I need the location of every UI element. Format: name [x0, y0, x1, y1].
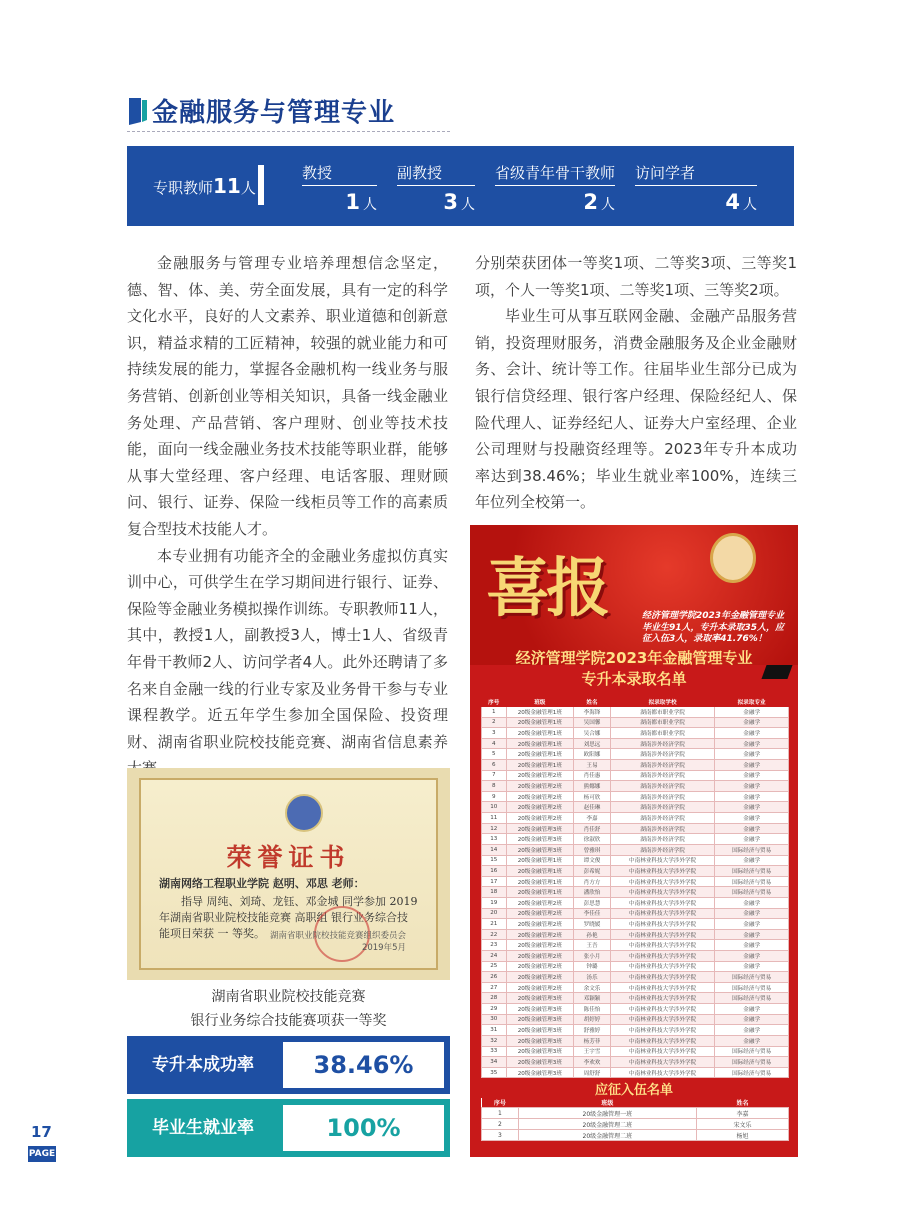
table-cell: 9 — [482, 791, 507, 802]
table-cell: 20级金融管理1班 — [506, 717, 574, 728]
page-tag: PAGE — [28, 1146, 56, 1162]
table-cell: 宋文乐 — [696, 1119, 788, 1130]
table-row — [482, 961, 789, 972]
table-cell: 20级金融管理3班 — [506, 823, 574, 834]
table-cell: 杨旭 — [696, 1130, 788, 1141]
faculty-total-label: 专职教师 — [153, 179, 214, 197]
table-cell: 湖南都市职业学院 — [610, 707, 714, 718]
table-cell: 国际经济与贸易 — [715, 982, 789, 993]
table-row — [482, 781, 789, 792]
table-cell: 20级金融管理1班 — [506, 887, 574, 898]
graduation-cap-icon — [761, 665, 792, 679]
title-divider — [127, 131, 450, 132]
table-cell: 吴国馨 — [574, 717, 611, 728]
stat-unit: 人 — [363, 197, 377, 213]
table-cell: 20级金融管理3班 — [506, 1025, 574, 1036]
table-cell: 国际经济与贸易 — [715, 887, 789, 898]
enlistment-table — [481, 1098, 789, 1141]
page-number: 17 — [31, 1123, 52, 1141]
table-cell: 中南林业科技大学涉外学院 — [610, 961, 714, 972]
table-cell: 中南林业科技大学涉外学院 — [610, 1035, 714, 1046]
table-cell: 20级金融管理3班 — [506, 1014, 574, 1025]
certificate-addressee: 湖南网络工程职业学院 赵明、邓思 老师： — [159, 877, 365, 890]
table-cell: 金融学 — [715, 940, 789, 951]
table-cell: 湖南涉外经济学院 — [610, 760, 714, 771]
table-cell: 20级金融管理2班 — [506, 940, 574, 951]
stat-label: 副教授 — [397, 162, 475, 186]
table-cell: 20级金融管理1班 — [506, 760, 574, 771]
table-cell: 金融学 — [715, 823, 789, 834]
table-cell: 中南林业科技大学涉外学院 — [610, 876, 714, 887]
table-cell: 24 — [482, 951, 507, 962]
table-cell: 6 — [482, 760, 507, 771]
table-cell: 20级金融管理2班 — [506, 770, 574, 781]
table-cell: 20级金融管理1班 — [506, 728, 574, 739]
table-row — [482, 717, 789, 728]
table-cell: 刘思远 — [574, 738, 611, 749]
table-row — [482, 770, 789, 781]
table-cell: 中南林业科技大学涉外学院 — [610, 951, 714, 962]
stat-young-teacher — [495, 162, 615, 214]
stat-num: 4 — [725, 190, 740, 214]
table-header: 姓名 — [696, 1098, 788, 1108]
poster-title: 经济管理学院2023年金融管理专业 — [515, 649, 753, 667]
table-row — [482, 1046, 789, 1057]
stat-num: 1 — [345, 190, 360, 214]
table-cell: 金融学 — [715, 855, 789, 866]
table-cell: 中南林业科技大学涉外学院 — [610, 855, 714, 866]
table-cell: 金融学 — [715, 813, 789, 824]
table-cell: 中南林业科技大学涉外学院 — [610, 897, 714, 908]
table-cell: 金融学 — [715, 1004, 789, 1015]
table-cell: 金融学 — [715, 1014, 789, 1025]
announcement-poster — [470, 525, 798, 1157]
stat-associate-professor — [397, 162, 475, 214]
table-cell: 20级金融管理一班 — [518, 1108, 696, 1119]
table-cell: 金融学 — [715, 908, 789, 919]
table-row — [482, 1108, 789, 1119]
table-cell: 湖南都市职业学院 — [610, 717, 714, 728]
table-cell: 20级金融管理2班 — [506, 951, 574, 962]
table-cell: 金融学 — [715, 707, 789, 718]
table-cell: 20级金融管理2班 — [506, 908, 574, 919]
table-row — [482, 887, 789, 898]
table-cell: 金融学 — [715, 834, 789, 845]
paragraph: 本专业拥有功能齐全的金融业务虚拟仿真实训中心，可供学生在学习期间进行银行、证券、保险等金融业务模拟操作训练。专职教师11人，其中，教授1人，副教授3人，博士1人、省级青年骨干教师2人、访问学者4人。此外还聘请了多名来自金融一线的行业专家及业务骨干参与专业课程教学。近五年学生参加全国保险、投资理财、湖南省职业院校技能竞赛、湖南省信息素养 — [127, 546, 448, 751]
table-header: 拟录取学校 — [610, 697, 714, 707]
table-row — [482, 866, 789, 877]
table-cell: 19 — [482, 897, 507, 908]
table-cell: 彭思慧 — [574, 897, 611, 908]
table-cell: 2 — [482, 717, 507, 728]
table-cell: 孙艳 — [574, 929, 611, 940]
table-cell: 30 — [482, 1014, 507, 1025]
stat-box-value: 38.46% — [283, 1042, 444, 1088]
table-cell: 25 — [482, 961, 507, 972]
table-row — [482, 707, 789, 718]
table-cell: 中南林业科技大学涉外学院 — [610, 919, 714, 930]
table-cell: 彭希妮 — [574, 866, 611, 877]
page-title: 金融服务与管理专业 — [152, 98, 396, 128]
table-cell: 中南林业科技大学涉外学院 — [610, 1025, 714, 1036]
table-cell: 吴合娜 — [574, 728, 611, 739]
certificate-caption-line2: 银行业务综合技能赛项获一等奖 — [190, 1013, 387, 1029]
table-cell: 20级金融管理二班 — [518, 1119, 696, 1130]
paragraph: 毕业生可从事互联网金融、金融产品服务营销，投资理财服务，消费金融服务及企业金融财务、会计、统计等工作。往届毕业生部分已成为银行信贷经理、银行客户经理、保险经纪人、保险代理人、证券经纪人、证券大户室经理、企业公司理财与投融资经理等。2023年专升本成功率达到38.46%；毕业生就业率100%，连续三年位列全校第一。 — [475, 307, 797, 512]
table-cell: 21 — [482, 919, 507, 930]
table-cell: 湖南涉外经济学院 — [610, 791, 714, 802]
table-row — [482, 972, 789, 983]
table-row — [482, 749, 789, 760]
stat-box-label: 专升本成功率 — [152, 1055, 254, 1075]
table-cell: 国际经济与贸易 — [715, 1067, 789, 1078]
table-cell: 中南林业科技大学涉外学院 — [610, 1057, 714, 1068]
faculty-total — [153, 174, 256, 198]
stat-unit: 人 — [601, 197, 615, 213]
table-cell: 李海锋 — [574, 707, 611, 718]
table-cell: 20级金融管理2班 — [506, 802, 574, 813]
table-cell: 肖佳惠 — [574, 770, 611, 781]
table-cell: 金融学 — [715, 717, 789, 728]
table-cell: 20级金融管理3班 — [506, 1067, 574, 1078]
table-cell: 3 — [482, 1130, 519, 1141]
table-cell: 国际经济与贸易 — [715, 844, 789, 855]
table-cell: 中南林业科技大学涉外学院 — [610, 940, 714, 951]
table-row — [482, 855, 789, 866]
table-header: 姓名 — [574, 697, 611, 707]
table-row — [482, 1025, 789, 1036]
table-cell: 金融学 — [715, 781, 789, 792]
table-cell: 35 — [482, 1067, 507, 1078]
stat-visiting-scholar — [635, 162, 757, 214]
table-cell: 7 — [482, 770, 507, 781]
table-cell: 20级金融管理3班 — [506, 1035, 574, 1046]
issuer-name: 湖南省职业院校技能竞赛组织委员会 — [269, 931, 406, 941]
table-cell: 中南林业科技大学涉外学院 — [610, 993, 714, 1004]
table-cell: 国际经济与贸易 — [715, 972, 789, 983]
table-cell: 杨芳菲 — [574, 1035, 611, 1046]
paragraph: 金融服务与管理专业培养理想信念坚定，德、智、体、美、劳全面发展，具有一定的科学文化水平，良好的人文素养、职业道德和创新意识，精益求精的工匠精神，较强的就业能力和可持续发展的能力，掌握各金融机构一线业务与服务营销、创新创业等相关知识，具备一线金融业务处理、产品营销、客户理财、创业等技术技能，面向一线金融业务技术技能等职业群，能够从事大堂经理、客户经理、电话客服、理财顾问、银行、证券、保险一线柜员等工作的高素质复合型技术技能人才。 — [127, 254, 448, 538]
table-cell: 4 — [482, 738, 507, 749]
table-cell: 1 — [482, 1108, 519, 1119]
table-cell: 20级金融管理2班 — [506, 897, 574, 908]
table-row — [482, 834, 789, 845]
table-row — [482, 1014, 789, 1025]
admission-table — [481, 696, 789, 1078]
table-cell: 李嘉 — [696, 1108, 788, 1119]
certificate-issuer — [270, 930, 406, 954]
table-cell: 中南林业科技大学涉外学院 — [610, 929, 714, 940]
drum-icon — [710, 533, 756, 583]
table-cell: 23 — [482, 940, 507, 951]
table-cell: 赵佳琳 — [574, 802, 611, 813]
table-cell: 湖南涉外经济学院 — [610, 834, 714, 845]
table-cell: 湖南涉外经济学院 — [610, 781, 714, 792]
faculty-banner — [127, 146, 794, 226]
table-cell: 周舒舒 — [574, 1067, 611, 1078]
stat-label: 省级青年骨干教师 — [495, 162, 615, 186]
table-header: 序号 — [482, 1098, 519, 1108]
table-cell: 20级金融管理2班 — [506, 972, 574, 983]
poster-note: 经济管理学院2023年金融管理专业毕业生91人，专升本录取35人，应征入伍3人，录取率41.76%！ — [642, 611, 785, 644]
table-cell: 湖南涉外经济学院 — [610, 813, 714, 824]
body-right-column — [475, 250, 797, 516]
table-cell: 湖南涉外经济学院 — [610, 749, 714, 760]
table-cell: 20级金融管理3班 — [506, 1046, 574, 1057]
table-cell: 肖方方 — [574, 876, 611, 887]
table-cell: 29 — [482, 1004, 507, 1015]
table-cell: 王宇雪 — [574, 1046, 611, 1057]
table-cell: 湖南涉外经济学院 — [610, 770, 714, 781]
table-cell: 20级金融管理2班 — [506, 791, 574, 802]
enlistment-title: 应征入伍名单 — [594, 1083, 673, 1098]
certificate-body: 指导 周纯、刘琦、龙钰、邓金城 同学参加 2019 年湖南省职业院校技能竞赛 高职组 银行业务综合技能项目荣获 一 等奖。 — [159, 895, 418, 940]
table-row — [482, 791, 789, 802]
table-cell: 中南林业科技大学涉外学院 — [610, 1004, 714, 1015]
table-cell: 金融学 — [715, 929, 789, 940]
table-cell: 中南林业科技大学涉外学院 — [610, 1046, 714, 1057]
table-row — [482, 1004, 789, 1015]
stat-label: 教授 — [302, 162, 377, 186]
table-cell: 金融学 — [715, 897, 789, 908]
table-cell: 国际经济与贸易 — [715, 1046, 789, 1057]
table-header: 班级 — [506, 697, 574, 707]
emblem-icon — [285, 794, 323, 832]
table-row — [482, 908, 789, 919]
stat-box-label: 毕业生就业率 — [152, 1118, 254, 1138]
table-row — [482, 728, 789, 739]
table-cell: 中南林业科技大学涉外学院 — [610, 908, 714, 919]
table-cell: 中南林业科技大学涉外学院 — [610, 972, 714, 983]
table-header: 拟录取专业 — [715, 697, 789, 707]
table-cell: 王易 — [574, 760, 611, 771]
table-cell: 27 — [482, 982, 507, 993]
table-cell: 13 — [482, 834, 507, 845]
table-cell: 欧阳娜 — [574, 749, 611, 760]
table-cell: 金融学 — [715, 961, 789, 972]
table-cell: 20级金融管理2班 — [506, 961, 574, 972]
table-cell: 20级金融管理3班 — [506, 993, 574, 1004]
table-cell: 20 — [482, 908, 507, 919]
table-row — [482, 802, 789, 813]
table-cell: 14 — [482, 844, 507, 855]
table-cell: 舒雅婷 — [574, 1025, 611, 1036]
table-cell: 金融学 — [715, 760, 789, 771]
faculty-total-num: 11 — [213, 174, 241, 198]
table-cell: 1 — [482, 707, 507, 718]
table-row — [482, 982, 789, 993]
table-cell: 20级金融管理2班 — [506, 982, 574, 993]
table-cell: 20级金融管理3班 — [506, 1057, 574, 1068]
table-cell: 金融学 — [715, 1035, 789, 1046]
certificate-title: 荣誉证书 — [226, 843, 351, 872]
table-row — [482, 1035, 789, 1046]
table-row — [482, 813, 789, 824]
table-cell: 16 — [482, 866, 507, 877]
table-cell: 20级金融管理1班 — [506, 876, 574, 887]
table-cell: 金融学 — [715, 802, 789, 813]
poster-subtitle: 专升本录取名单 — [581, 670, 687, 688]
table-row — [482, 760, 789, 771]
table-cell: 20级金融管理1班 — [506, 707, 574, 718]
table-cell: 8 — [482, 781, 507, 792]
table-row — [482, 929, 789, 940]
certificate-photo — [127, 768, 450, 980]
table-cell: 11 — [482, 813, 507, 824]
table-cell: 陈佳怡 — [574, 1004, 611, 1015]
table-cell: 金融学 — [715, 749, 789, 760]
table-cell: 28 — [482, 993, 507, 1004]
table-cell: 汤乐 — [574, 972, 611, 983]
table-cell: 国际经济与贸易 — [715, 866, 789, 877]
table-row — [482, 876, 789, 887]
table-cell: 湖南涉外经济学院 — [610, 802, 714, 813]
table-cell: 罗晓媛 — [574, 919, 611, 930]
certificate-caption-line1: 湖南省职业院校技能竞赛 — [211, 989, 366, 1005]
table-header: 班级 — [518, 1098, 696, 1108]
table-cell: 3 — [482, 728, 507, 739]
table-row — [482, 1119, 789, 1130]
table-cell: 熊娜娜 — [574, 781, 611, 792]
table-cell: 中南林业科技大学涉外学院 — [610, 982, 714, 993]
table-cell: 中南林业科技大学涉外学院 — [610, 866, 714, 877]
employment-rate-box — [127, 1099, 450, 1157]
stat-num: 3 — [443, 190, 458, 214]
table-cell: 20级金融管理2班 — [506, 919, 574, 930]
table-header: 序号 — [482, 697, 507, 707]
table-cell: 20级金融管理1班 — [506, 866, 574, 877]
table-cell: 20级金融管理3班 — [506, 834, 574, 845]
banner-divider — [258, 165, 264, 205]
table-cell: 李欢欢 — [574, 1057, 611, 1068]
table-cell: 李佳佳 — [574, 908, 611, 919]
table-cell: 邓颖颖 — [574, 993, 611, 1004]
stat-unit: 人 — [461, 197, 475, 213]
table-cell: 余文乐 — [574, 982, 611, 993]
stat-box-value: 100% — [283, 1105, 444, 1151]
table-row — [482, 951, 789, 962]
table-cell: 徐淑欣 — [574, 834, 611, 845]
stat-unit: 人 — [743, 197, 757, 213]
table-cell: 曾雅琪 — [574, 844, 611, 855]
table-cell: 湖南涉外经济学院 — [610, 823, 714, 834]
table-cell: 王吾 — [574, 940, 611, 951]
body-left-column — [127, 250, 448, 782]
table-cell: 张小月 — [574, 951, 611, 962]
table-cell: 湖南涉外经济学院 — [610, 738, 714, 749]
table-cell: 20级金融管理2班 — [506, 929, 574, 940]
table-cell: 金融学 — [715, 951, 789, 962]
issue-date: 2019年5月 — [361, 943, 406, 953]
table-row — [482, 823, 789, 834]
table-row — [482, 844, 789, 855]
table-cell: 15 — [482, 855, 507, 866]
table-cell: 中南林业科技大学涉外学院 — [610, 1014, 714, 1025]
table-cell: 20级金融管理2班 — [506, 781, 574, 792]
table-cell: 湖南都市职业学院 — [610, 728, 714, 739]
stat-professor — [302, 162, 377, 214]
table-row — [482, 1130, 789, 1141]
table-cell: 20级金融管理3班 — [506, 1004, 574, 1015]
table-cell: 20级金融管理1班 — [506, 855, 574, 866]
table-cell: 国际经济与贸易 — [715, 876, 789, 887]
table-cell: 33 — [482, 1046, 507, 1057]
table-cell: 金融学 — [715, 770, 789, 781]
table-cell: 潘欣怡 — [574, 887, 611, 898]
table-cell: 17 — [482, 876, 507, 887]
table-cell: 金融学 — [715, 1025, 789, 1036]
table-row — [482, 919, 789, 930]
table-cell: 金融学 — [715, 728, 789, 739]
table-cell: 湖南涉外经济学院 — [610, 844, 714, 855]
table-cell: 20级金融管理1班 — [506, 749, 574, 760]
table-cell: 国际经济与贸易 — [715, 1057, 789, 1068]
stat-label: 访问学者 — [635, 162, 757, 186]
table-cell: 中南林业科技大学涉外学院 — [610, 887, 714, 898]
table-cell: 34 — [482, 1057, 507, 1068]
table-cell: 5 — [482, 749, 507, 760]
table-cell: 谭文俊 — [574, 855, 611, 866]
table-cell: 钟璐 — [574, 961, 611, 972]
table-row — [482, 993, 789, 1004]
table-cell: 10 — [482, 802, 507, 813]
table-row — [482, 940, 789, 951]
table-cell: 20级金融管理2班 — [506, 813, 574, 824]
table-cell: 20级金融管理1班 — [506, 738, 574, 749]
table-cell: 2 — [482, 1119, 519, 1130]
table-cell: 肖佳舒 — [574, 823, 611, 834]
faculty-total-unit: 人 — [240, 179, 256, 197]
table-cell: 20级金融管理二班 — [518, 1130, 696, 1141]
table-cell: 国际经济与贸易 — [715, 993, 789, 1004]
bookmark-icon — [127, 96, 149, 126]
table-cell: 中南林业科技大学涉外学院 — [610, 1067, 714, 1078]
table-cell: 胡婷婷 — [574, 1014, 611, 1025]
transfer-rate-box — [127, 1036, 450, 1094]
table-cell: 20级金融管理3班 — [506, 844, 574, 855]
table-cell: 李嘉 — [574, 813, 611, 824]
table-cell: 金融学 — [715, 791, 789, 802]
table-cell: 26 — [482, 972, 507, 983]
table-cell: 杨可欣 — [574, 791, 611, 802]
table-cell: 金融学 — [715, 919, 789, 930]
table-cell: 22 — [482, 929, 507, 940]
table-cell: 18 — [482, 887, 507, 898]
poster-headline: 喜报 — [486, 551, 606, 626]
table-cell: 32 — [482, 1035, 507, 1046]
table-cell: 12 — [482, 823, 507, 834]
table-row — [482, 897, 789, 908]
table-row — [482, 738, 789, 749]
table-cell: 31 — [482, 1025, 507, 1036]
paragraph: 分别荣获团体一等奖1项、二等奖3项、三等奖1项，个人一等奖1项、二等奖1项、三等奖2项。 — [475, 254, 797, 299]
stat-num: 2 — [583, 190, 598, 214]
table-cell: 金融学 — [715, 738, 789, 749]
table-row — [482, 1067, 789, 1078]
table-row — [482, 1057, 789, 1068]
